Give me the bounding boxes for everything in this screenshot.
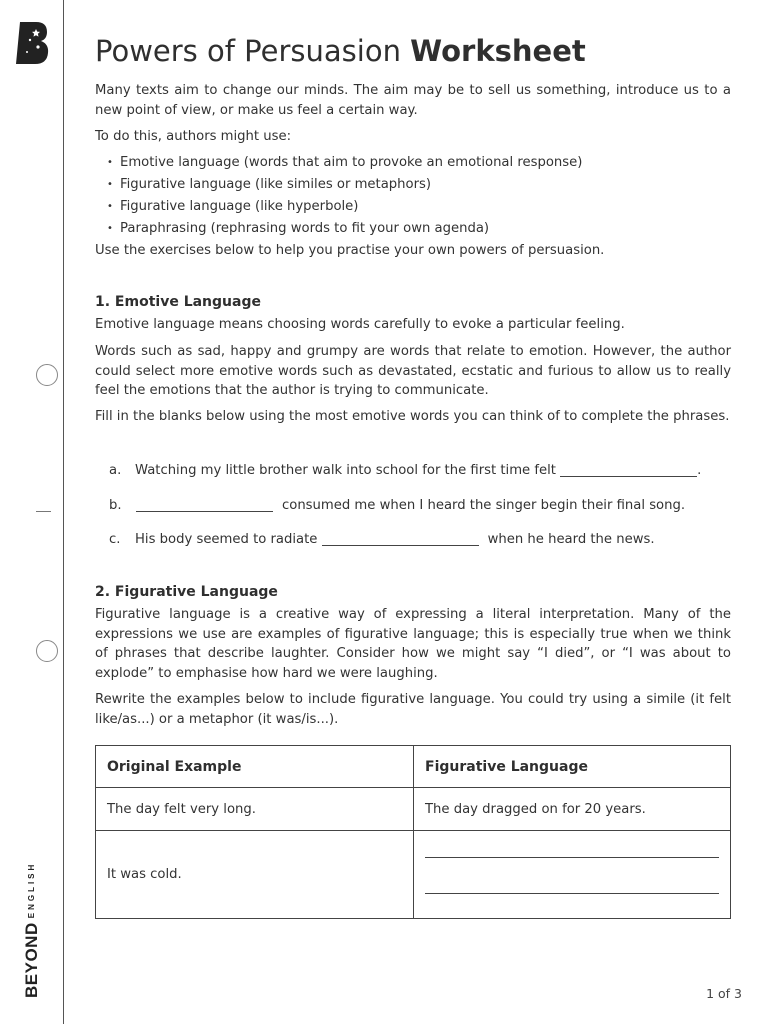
to-do-text: To do this, authors might use: [95,129,292,144]
section-heading-figurative: 2. Figurative Language [95,584,278,600]
margin-rule [63,0,64,1024]
writing-line [425,892,719,894]
page-title: Powers of Persuasion Worksheet [95,34,586,68]
answer-cell[interactable] [414,831,731,919]
item-text: His body seemed to radiate [135,532,322,547]
list-item: • Emotive language (words that aim to provoke an emotional response) [95,152,582,174]
item-marker: b. [109,498,122,513]
list-item [95,462,701,478]
emotive-definition: Emotive language means choosing words carefully to evoke a particular feeling. [95,317,625,332]
punch-hole-icon [36,640,58,662]
beyond-logo-icon [14,20,50,66]
rewrite-instructions: Rewrite the examples below to include figurative language. You could try using a simile (it felt like/as...) or a metaphor (it was/is...). [95,692,731,727]
page-number: 1 of 3 [706,986,742,1001]
item-text: consumed me when I heard the singer begin their final song. [282,498,686,513]
intro-paragraph: Many texts aim to change our minds. The aim may be to sell us something, introduce us to a new point of view, or make us feel a certain way. [95,83,731,118]
section-heading-emotive: 1. Emotive Language [95,294,261,310]
table-cell: The day felt very long. [96,788,414,831]
punch-hole-icon [36,364,58,386]
brand-vertical [22,862,42,998]
examples-table [95,745,731,919]
table-row [96,788,731,831]
list-item: • Paraphrasing (rephrasing words to fit your own agenda) [95,218,582,240]
list-item [95,531,655,547]
table-header-row [96,746,731,788]
writing-line [425,856,719,858]
list-item [95,497,685,513]
item-text: when he heard the news. [487,532,655,547]
techniques-list [95,152,582,240]
answer-blank[interactable] [560,462,697,477]
item-marker: c. [109,532,121,547]
item-text: . [697,463,702,478]
item-text: Watching my little brother walk into school for the first time felt [135,463,561,478]
brand-sub: ENGLISH [27,861,36,919]
fill-instructions: Fill in the blanks below using the most emotive words you can think of to complete the phrases. [95,409,730,424]
item-marker: a. [109,463,122,478]
brand-word: BEYOND [22,922,41,998]
column-header: Original Example [96,746,414,788]
use-exercises-text: Use the exercises below to help you practise your own powers of persuasion. [95,243,605,258]
list-item: • Figurative language (like hyperbole) [95,196,582,218]
list-item: • Figurative language (like similes or metaphors) [95,174,582,196]
column-header: Figurative Language [414,746,731,788]
emotive-paragraph: Words such as sad, happy and grumpy are words that relate to emotion. However, the author could select more emotive words such as devastated, ecstatic and furious to allow us to really feel the emotions that the author is trying to communicate. [95,344,731,398]
fold-mark [36,511,51,512]
answer-blank[interactable] [136,497,273,512]
table-row [96,831,731,919]
figurative-paragraph: Figurative language is a creative way of expressing a literal interpretation. Many of the expressions we use are examples of figurative language; this is especially true when we think of phrases that describe laughter. Consider how we might say “I died”, or “I was about to explode” to emphasise how hard we were laughing. [95,607,731,681]
answer-blank[interactable] [322,531,479,546]
table-cell: The day dragged on for 20 years. [414,788,731,831]
table-cell: It was cold. [96,831,414,919]
